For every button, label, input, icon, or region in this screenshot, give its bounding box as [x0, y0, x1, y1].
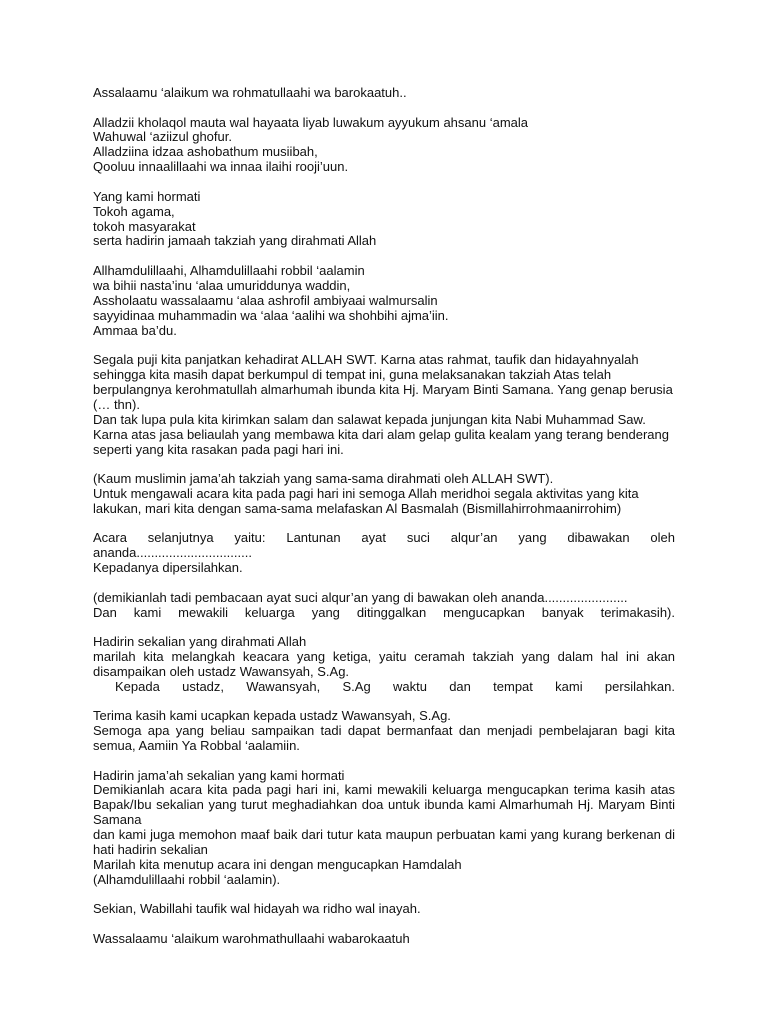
opening-line: Ammaa ba’du.: [93, 322, 177, 338]
verse-line: Qooluu innaalillaahi wa innaa ilaihi rooji’uun.: [93, 159, 349, 175]
basmalah-line: (Kaum muslimin jama’ah takziah yang sama-sama dirahmati oleh ALLAH SWT).: [93, 471, 554, 486]
thanks-quran-line: (demikianlah tadi pembacaan ayat suci alqur’an yang di bawakan oleh ananda.......................: [93, 589, 628, 605]
honorific-line: tokoh masyarakat: [93, 218, 196, 234]
thanks-quran-line: Dan kami mewakili keluarga yang ditinggalkan mengucapkan banyak terimakasih).: [93, 604, 675, 620]
opening-line: Assholaatu wassalaamu ‘alaa ashrofil ambiyaai walmursalin: [93, 292, 438, 308]
praise-paragraph: [93, 353, 675, 457]
quran-line: Acara selanjutnya yaitu: Lantunan ayat suci alqur’an yang dibawakan oleh: [93, 530, 675, 546]
verse-line: Wahuwal ‘aziizul ghofur.: [93, 129, 232, 145]
honorifics-paragraph: [93, 190, 675, 250]
closing-line: Samana: [93, 812, 142, 828]
sermon-line: Kepada ustadz, Wawansyah, S.Ag waktu dan tempat kami persilahkan.: [115, 678, 675, 694]
praise-line: (… thn).: [93, 396, 140, 412]
sermon-line: marilah kita melangkah keacara yang ketiga, yaitu ceramah takziah yang dalam hal ini akan: [93, 648, 675, 664]
opening-paragraph: [93, 264, 675, 339]
praise-line: berpulangnya kerohmatullah almarhumah ibunda kita Hj. Maryam Binti Samana. Yang genap berusia: [93, 381, 673, 397]
basmalah-paragraph: [93, 472, 675, 517]
closing-line: dan kami juga memohon maaf baik dari tutur kata maupun perbuatan kami yang kurang berkenan di: [93, 827, 675, 843]
verse-paragraph: [93, 116, 675, 176]
praise-line: Karna atas jasa beliaulah yang membawa kita dari alam gelap gulita kealam yang terang benderang: [93, 426, 669, 442]
farewell-paragraph: [93, 932, 675, 947]
closing-line: Hadirin jama’ah sekalian yang kami hormati: [93, 767, 345, 783]
honorific-line: Tokoh agama,: [93, 203, 175, 219]
praise-line: sehingga kita masih dapat berkumpul di tempat ini, guna melaksanakan takziah Atas telah: [93, 366, 612, 382]
sekian-line: Sekian, Wabillahi taufik wal hidayah wa ridho wal inayah.: [93, 901, 421, 917]
document-body: [93, 86, 675, 961]
greeting-line: Assalaamu ‘alaikum wa rohmatullaahi wa barokaatuh..: [93, 85, 407, 100]
closing-line: hati hadirin sekalian: [93, 842, 208, 858]
greeting-paragraph: [93, 86, 675, 101]
closing-line: Bapak/Ibu sekalian yang turut meghadiahkan doa untuk ibunda kami Almarhumah Hj. Maryam Binti: [93, 797, 675, 813]
thanks-ustadz-line: Semoga apa yang beliau sampaikan tadi dapat bermanfaat dan menjadi pembelajaran bagi kita: [93, 723, 675, 739]
quran-line: ananda................................: [93, 545, 252, 561]
basmalah-line: Untuk mengawali acara kita pada pagi hari ini semoga Allah meridhoi segala aktivitas yang kita: [93, 485, 639, 501]
praise-line: Dan tak lupa pula kita kirimkan salam dan salawat kepada junjungan kita Nabi Muhammad Saw.: [93, 411, 646, 427]
praise-line: Segala puji kita panjatkan kehadirat ALLAH SWT. Karna atas rahmat, taufik dan hidayahnyalah: [93, 352, 639, 368]
thanks-ustadz-paragraph: [93, 709, 675, 754]
sermon-line: Hadirin sekalian yang dirahmati Allah: [93, 634, 307, 650]
closing-line: Marilah kita menutup acara ini dengan mengucapkan Hamdalah: [93, 857, 462, 872]
closing-line: Demikianlah acara kita pada pagi hari ini, kami mewakili keluarga mengucapkan terima kasih atas: [93, 782, 675, 798]
closing-line: (Alhamdulillaahi robbil ‘aalamin).: [93, 871, 281, 887]
opening-line: Allhamdulillaahi, Alhamdulillaahi robbil ‘aalamin: [93, 262, 365, 278]
opening-line: wa bihii nasta’inu ‘alaa umuriddunya waddin,: [93, 277, 351, 293]
honorific-line: serta hadirin jamaah takziah yang dirahmati Allah: [93, 233, 377, 249]
sekian-paragraph: [93, 902, 675, 917]
verse-line: Alladzii kholaqol mauta wal hayaata liyab luwakum ayyukum ahsanu ‘amala: [93, 114, 529, 130]
sermon-line: disampaikan oleh ustadz Wawansyah, S.Ag.: [93, 663, 350, 679]
opening-line: sayyidinaa muhammadin wa ‘alaa ‘aalihi wa shohbihi ajma’iin.: [93, 307, 449, 323]
verse-line: Alladziina idzaa ashobathum musiibah,: [93, 144, 318, 160]
closing-paragraph: [93, 769, 675, 888]
quran-paragraph: [93, 531, 675, 576]
praise-line: seperti yang kita rasakan pada pagi hari ini.: [93, 441, 344, 457]
thanks-ustadz-line: semua, Aamiin Ya Robbal ‘aalamiin.: [93, 738, 300, 754]
quran-line: Kepadanya dipersilahkan.: [93, 560, 243, 576]
farewell-line: Wassalaamu ‘alaikum warohmathullaahi wabarokaatuh: [93, 930, 410, 946]
basmalah-line: lakukan, mari kita dengan sama-sama melafaskan Al Basmalah (Bismillahirrohmaanirrohim): [93, 500, 622, 516]
thanks-ustadz-line: Terima kasih kami ucapkan kepada ustadz Wawansyah, S.Ag.: [93, 708, 451, 724]
thanks-quran-paragraph: [93, 591, 675, 621]
honorific-line: Yang kami hormati: [93, 188, 201, 204]
sermon-paragraph: [93, 635, 675, 695]
